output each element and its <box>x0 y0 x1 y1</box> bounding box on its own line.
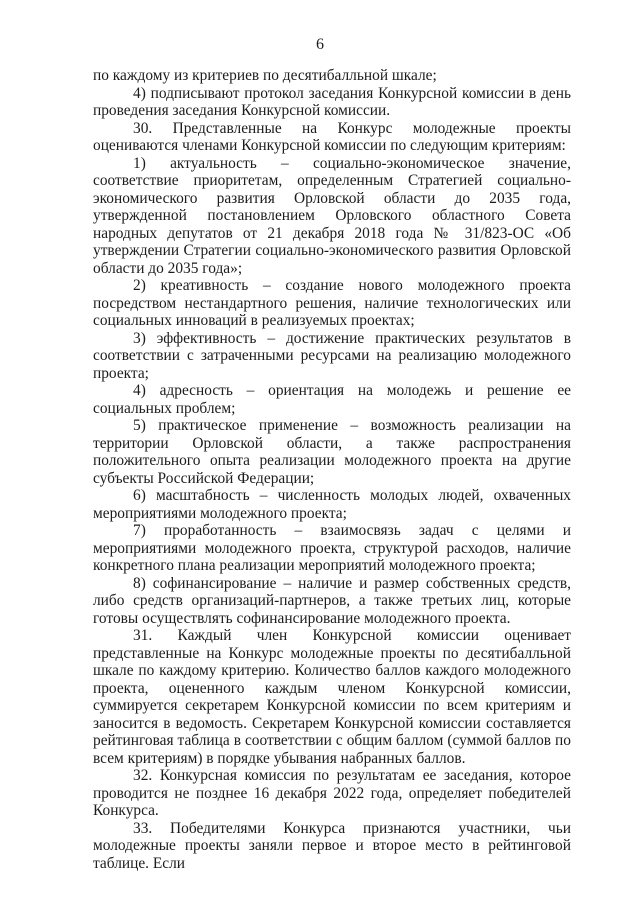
paragraph-32-deadline: 32. Конкурсная комиссия по результатам ее заседания, которое проводится не позднее 16 декабря 2022 года, определяет победителей Конкурса. <box>93 767 571 819</box>
paragraph-item-4-protocol: 4) подписывают протокол заседания Конкурсной комиссии в день проведения заседания Конкурсной комиссии. <box>93 84 571 119</box>
criterion-targeting: 4) адресность – ориентация на молодежь и решение ее социальных проблем; <box>93 382 571 417</box>
criterion-scale: 6) масштабность – численность молодых людей, охваченных мероприятиями молодежного проекта; <box>93 487 571 522</box>
paragraph-continuation: по каждому из критериев по десятибалльной шкале; <box>93 67 437 84</box>
criterion-cofinancing: 8) софинансирование – наличие и размер собственных средств, либо средств организаций-партнеров, а также третьих лиц, которые готовы осуществлять софинансирование молодежного проекта. <box>93 574 571 627</box>
criterion-practical-application: 5) практическое применение – возможность реализации на территории Орловской области, а также распространения положительного опыта реализации молодежного проекта на другие субъекты Российской Федерации; <box>93 417 571 487</box>
criterion-relevance: 1) актуальность – социально-экономическое значение, соответствие приоритетам, определенным Стратегией социально-экономического развития Орловской области до 2035 года, утвержденной постановлением Орловского областного Совета народных депутатов от 21 декабря 2018 года № 31/823-ОС «Об утверждении Стратегии социально-экономического развития Орловской области до 2035 года»; <box>93 154 571 277</box>
criterion-creativity: 2) креативность – создание нового молодежного проекта посредством нестандартного решения, наличие технологических или социальных инноваций в реализуемых проектах; <box>93 277 571 329</box>
criterion-elaboration: 7) проработанность – взаимосвязь задач с целями и мероприятиями молодежного проекта, структурой расходов, наличие конкретного плана реализации мероприятий молодежного проекта; <box>93 522 571 574</box>
page-number: 6 <box>316 36 324 53</box>
paragraph-30-criteria-intro: 30. Представленные на Конкурс молодежные проекты оцениваются членами Конкурсной комиссии по следующим критериям: <box>93 119 571 154</box>
document-body <box>93 67 571 872</box>
paragraph-31-scoring: 31. Каждый член Конкурсной комиссии оценивает представленные на Конкурс молодежные проекты по десятибалльной шкале по каждому критерию. Количество баллов каждого молодежного проекта, оцененного каждым членом Конкурсной комиссии, суммируется секретарем Конкурсной комиссии по всем критериям и заносится в ведомость. Секретарем Конкурсной комиссии составляется рейтинговая таблица в соответствии с общим баллом (суммой баллов по всем критериям) в порядке убывания набранных баллов. <box>93 627 571 767</box>
paragraph-33-winners: 33. Победителями Конкурса признаются участники, чьи молодежные проекты заняли первое и второе место в рейтинговой таблице. Если <box>93 819 571 872</box>
criterion-effectiveness: 3) эффективность – достижение практических результатов в соответствии с затраченными ресурсами на реализацию молодежного проекта; <box>93 329 571 382</box>
